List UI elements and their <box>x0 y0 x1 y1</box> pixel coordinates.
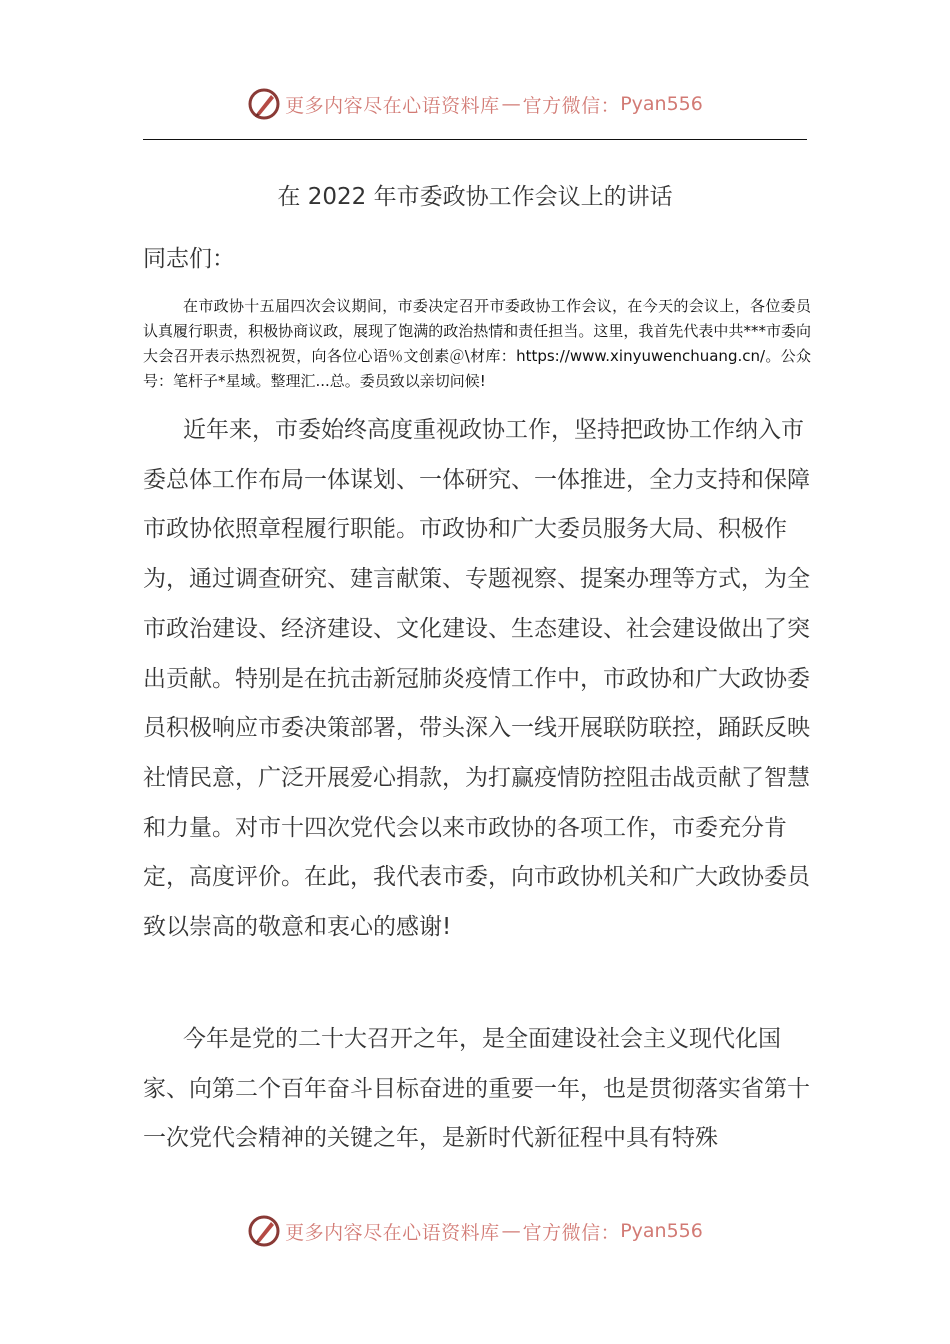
quill-pen-logo-icon <box>247 87 281 121</box>
banner-wechat-id: Pyan556 <box>620 93 703 115</box>
banner-wechat-label: 官方微信： <box>522 94 621 117</box>
intro-paragraph: 在市政协十五届四次会议期间，市委决定召开市委政协工作会议，在今天的会议上，各位委员认真履行职责，积极协商议政，展现了饱满的政治热情和责任担当。这里，我首先代表中共***市委向大会召开表示热烈祝贺，向各位心语％文创素＠\材库：https://www.xinyuwenchuang.cn/。公众号：笔杆子*星域。整理汇...总。委员致以亲切问候! <box>143 297 811 390</box>
header-banner <box>0 82 950 126</box>
banner-dash: — <box>501 93 521 115</box>
quill-pen-logo-icon <box>247 1214 281 1248</box>
document-title: 在 2022 年市委政协工作会议上的讲话 <box>277 184 673 210</box>
body-paragraph-2: 今年是党的二十大召开之年，是全面建设社会主义现代化国家、向第二个百年奋斗目标奋进的重要一年，也是贯彻落实省第十一次党代会精神的关键之年，是新时代新征程中具有特殊 <box>143 1026 810 1152</box>
banner-text: 更多内容尽在心语资料库 <box>285 94 500 117</box>
salutation: 同志们： <box>143 246 235 272</box>
banner-wechat-label: 官方微信： <box>522 1221 621 1244</box>
footer-banner <box>0 1209 950 1253</box>
header-divider <box>143 139 807 140</box>
banner-wechat-id: Pyan556 <box>620 1220 703 1242</box>
banner-dash: — <box>501 1220 521 1242</box>
banner-text: 更多内容尽在心语资料库 <box>285 1221 500 1244</box>
body-paragraph-1: 近年来，市委始终高度重视政协工作，坚持把政协工作纳入市委总体工作布局一体谋划、一体研究、一体推进，全力支持和保障市政协依照章程履行职能。市政协和广大委员服务大局、积极作为，通过调查研究、建言献策、专题视察、提案办理等方式，为全市政治建设、经济建设、文化建设、生态建设、社会建设做出了突出贡献。特别是在抗击新冠肺炎疫情工作中，市政协和广大政协委员积极响应市委决策部署，带头深入一线开展联防联控，踊跃反映社情民意，广泛开展爱心捐款，为打赢疫情防控阻击战贡献了智慧和力量。对市十四次党代会以来市政协的各项工作，市委充分肯定，高度评价。在此，我代表市委，向市政协机关和广大政协委员致以崇高的敬意和衷心的感谢! <box>143 417 810 941</box>
